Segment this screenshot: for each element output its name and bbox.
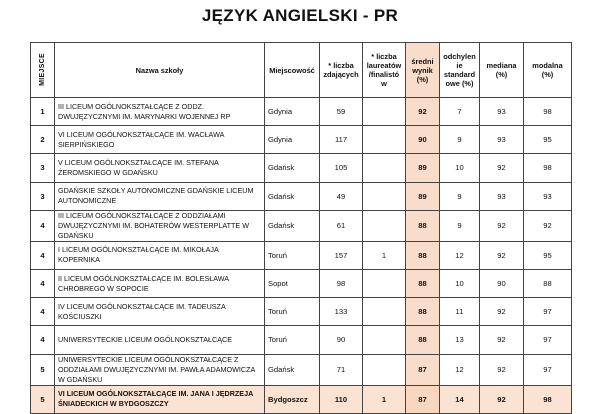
mode-cell: 98: [524, 98, 572, 126]
city-cell: Gdańsk: [265, 210, 320, 241]
avg-cell: 88: [406, 210, 440, 241]
table-row: [31, 126, 572, 154]
laureates-cell: [363, 269, 406, 297]
laureates-cell: [363, 326, 406, 354]
mode-cell: 98: [524, 385, 572, 413]
mode-cell: 97: [524, 298, 572, 326]
laureates-cell: 1: [363, 241, 406, 269]
takers-cell: 133: [320, 298, 363, 326]
city-cell: Toruń: [265, 241, 320, 269]
takers-cell: 110: [320, 385, 363, 413]
header-takers: * liczba zdających: [320, 43, 363, 98]
rank-cell: 4: [31, 210, 55, 241]
header-city: Miejscowość: [265, 43, 320, 98]
stddev-cell: 10: [440, 269, 480, 297]
header-mode: modalna (%): [524, 43, 572, 98]
rank-cell: 1: [31, 98, 55, 126]
median-cell: 93: [480, 126, 524, 154]
mode-cell: 95: [524, 241, 572, 269]
laureates-cell: [363, 154, 406, 182]
table-header-row: [31, 43, 572, 98]
highlighted-table-row: [31, 385, 572, 413]
rank-cell: 4: [31, 326, 55, 354]
mode-cell: 97: [524, 326, 572, 354]
median-cell: 92: [480, 210, 524, 241]
takers-cell: 105: [320, 154, 363, 182]
avg-cell: 90: [406, 126, 440, 154]
takers-cell: 98: [320, 269, 363, 297]
school-cell: UNIWERSYTECKIE LICEUM OGÓLNOKSZTAŁCĄCE: [55, 326, 265, 354]
takers-cell: 157: [320, 241, 363, 269]
mode-cell: 88: [524, 269, 572, 297]
city-cell: Gdańsk: [265, 354, 320, 385]
table-row: [31, 210, 572, 241]
avg-cell: 87: [406, 354, 440, 385]
median-cell: 90: [480, 269, 524, 297]
laureates-cell: [363, 298, 406, 326]
avg-cell: 88: [406, 326, 440, 354]
laureates-cell: [363, 98, 406, 126]
mode-cell: 93: [524, 182, 572, 210]
city-cell: Gdynia: [265, 126, 320, 154]
city-cell: Bydgoszcz: [265, 385, 320, 413]
stddev-cell: 9: [440, 182, 480, 210]
laureates-cell: [363, 126, 406, 154]
median-cell: 93: [480, 182, 524, 210]
stddev-cell: 12: [440, 354, 480, 385]
rank-cell: 4: [31, 298, 55, 326]
stddev-cell: 14: [440, 385, 480, 413]
table-row: [31, 98, 572, 126]
stddev-cell: 11: [440, 298, 480, 326]
mode-cell: 92: [524, 210, 572, 241]
table-row: [31, 298, 572, 326]
table-row: [31, 154, 572, 182]
avg-cell: 89: [406, 154, 440, 182]
stddev-cell: 9: [440, 210, 480, 241]
table-row: [31, 326, 572, 354]
school-cell: III LICEUM OGÓLNOKSZTAŁCĄCE Z ODDZIAŁAMI DWUJĘZYCZNYMI IM. BOHATERÓW WESTERPLATTE W GDAŃSKU: [55, 210, 265, 241]
takers-cell: 117: [320, 126, 363, 154]
city-cell: Gdynia: [265, 98, 320, 126]
header-school: Nazwa szkoły: [55, 43, 265, 98]
school-cell: IV LICEUM OGÓLNOKSZTAŁCĄCE IM. TADEUSZA KOŚCIUSZKI: [55, 298, 265, 326]
median-cell: 92: [480, 385, 524, 413]
rank-cell: 5: [31, 385, 55, 413]
takers-cell: 59: [320, 98, 363, 126]
takers-cell: 61: [320, 210, 363, 241]
laureates-cell: 1: [363, 385, 406, 413]
school-cell: V LICEUM OGÓLNOKSZTAŁCĄCE IM. STEFANA ŻEROMSKIEGO W GDAŃSKU: [55, 154, 265, 182]
stddev-cell: 13: [440, 326, 480, 354]
school-cell: VI LICEUM OGÓLNOKSZTAŁCĄCE IM. JANA I JĘDRZEJA ŚNIADECKICH W BYDGOSZCZY: [55, 385, 265, 413]
takers-cell: 90: [320, 326, 363, 354]
table-row: [31, 182, 572, 210]
city-cell: Toruń: [265, 298, 320, 326]
page-title: JĘZYK ANGIELSKI - PR: [201, 6, 399, 25]
city-cell: Sopot: [265, 269, 320, 297]
header-stddev: odchylen ie standard owe (%): [440, 43, 480, 98]
school-cell: II LICEUM OGÓLNOKSZTAŁCĄCE IM. BOLESŁAWA CHROBREGO W SOPOCIE: [55, 269, 265, 297]
rank-cell: 3: [31, 182, 55, 210]
school-cell: GDAŃSKIE SZKOŁY AUTONOMICZNE GDAŃSKIE LICEUM AUTONOMICZNE: [55, 182, 265, 210]
avg-cell: 92: [406, 98, 440, 126]
takers-cell: 71: [320, 354, 363, 385]
rank-cell: 3: [31, 154, 55, 182]
avg-cell: 89: [406, 182, 440, 210]
ranking-table: [30, 42, 572, 414]
median-cell: 92: [480, 326, 524, 354]
takers-cell: 49: [320, 182, 363, 210]
stddev-cell: 10: [440, 154, 480, 182]
header-laureates: * liczba laureatów /finalistó w: [363, 43, 406, 98]
city-cell: Gdańsk: [265, 182, 320, 210]
laureates-cell: [363, 354, 406, 385]
median-cell: 92: [480, 241, 524, 269]
laureates-cell: [363, 210, 406, 241]
header-avg: średni wynik (%): [406, 43, 440, 98]
rank-cell: 4: [31, 269, 55, 297]
table-row: [31, 241, 572, 269]
avg-cell: 88: [406, 298, 440, 326]
school-cell: I LICEUM OGÓLNOKSZTAŁCĄCE IM. MIKOŁAJA KOPERNIKA: [55, 241, 265, 269]
stddev-cell: 12: [440, 241, 480, 269]
mode-cell: 95: [524, 126, 572, 154]
median-cell: 92: [480, 298, 524, 326]
rank-cell: 4: [31, 241, 55, 269]
stddev-cell: 9: [440, 126, 480, 154]
avg-cell: 87: [406, 385, 440, 413]
median-cell: 92: [480, 154, 524, 182]
city-cell: Gdańsk: [265, 154, 320, 182]
mode-cell: 97: [524, 354, 572, 385]
school-cell: UNIWERSYTECKIE LICEUM OGÓLNOKSZTAŁCĄCE Z ODDZIAŁAMI DWUJĘZYCZNYMI IM. PAWŁA ADAMOWICZA W GDAŃSKU: [55, 354, 265, 385]
header-rank: MIEJSCE: [31, 43, 55, 98]
table-row: [31, 269, 572, 297]
stddev-cell: 7: [440, 98, 480, 126]
laureates-cell: [363, 182, 406, 210]
school-cell: VI LICEUM OGÓLNOKSZTAŁCĄCE IM. WACŁAWA SIERPIŃSKIEGO: [55, 126, 265, 154]
school-cell: III LICEUM OGÓLNOKSZTAŁCĄCE Z ODDZ. DWUJĘZYCZNYMI IM. MARYNARKI WOJENNEJ RP: [55, 98, 265, 126]
median-cell: 93: [480, 98, 524, 126]
median-cell: 92: [480, 354, 524, 385]
table-row: [31, 354, 572, 385]
rank-cell: 5: [31, 354, 55, 385]
mode-cell: 98: [524, 154, 572, 182]
city-cell: Toruń: [265, 326, 320, 354]
avg-cell: 88: [406, 269, 440, 297]
header-median: mediana (%): [480, 43, 524, 98]
avg-cell: 88: [406, 241, 440, 269]
rank-cell: 2: [31, 126, 55, 154]
